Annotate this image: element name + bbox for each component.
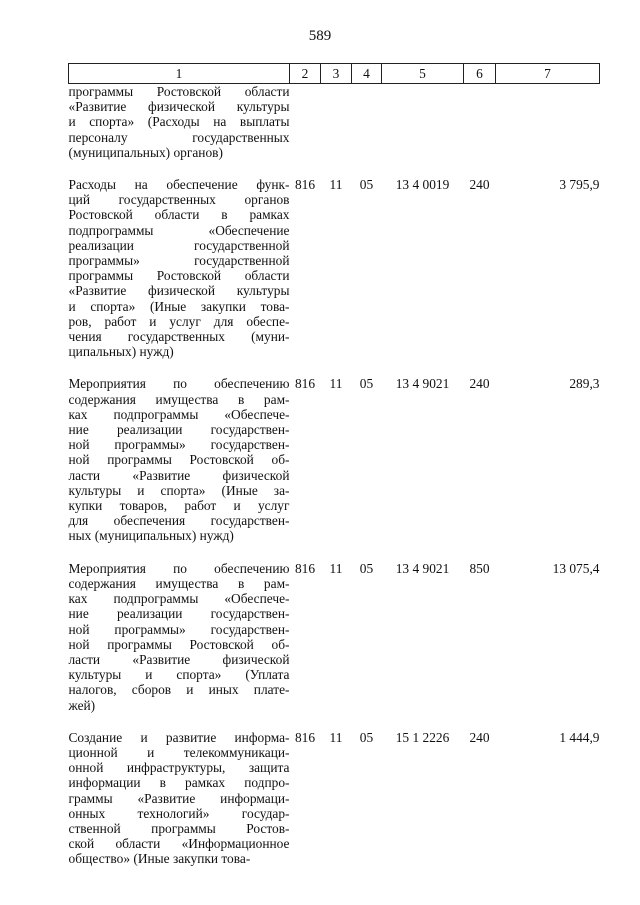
- ministry-code-cell: 816: [294, 376, 316, 392]
- row-spacer: [69, 359, 600, 376]
- description-line: культуры и спорта» (Иные за-: [68, 482, 290, 498]
- subsection-code-cell: 05: [359, 376, 374, 392]
- description-line: граммы «Развитие информаци-: [68, 790, 290, 806]
- row-spacer: [69, 160, 600, 177]
- row-description: [69, 730, 290, 867]
- subsection-code-cell: 05: [359, 560, 374, 576]
- expense-type-cell: 850: [469, 560, 490, 576]
- subsection-code-cell: 05: [359, 729, 374, 745]
- section-code-cell: 11: [329, 376, 343, 392]
- description-line: ках подпрограммы «Обеспече-: [68, 591, 290, 607]
- description-line: ционной и телекоммуникаци-: [68, 744, 290, 760]
- description-line: ций государственных органов: [68, 192, 290, 208]
- description-line: Мероприятия по обеспечению: [68, 376, 290, 392]
- description-line: ной программы Ростовской об-: [68, 452, 290, 468]
- description-line: Расходы на обеспечение функ-: [68, 177, 290, 193]
- description-line: (муниципальных) органов): [68, 144, 223, 160]
- amount-cell: [496, 84, 600, 161]
- column-header: 4: [352, 64, 382, 84]
- description-line: Мероприятия по обеспечению: [68, 560, 290, 576]
- description-line: ках подпрограммы «Обеспече-: [68, 406, 290, 422]
- description-line: онной инфраструктуры, защита: [68, 760, 290, 776]
- description-line: программы Ростовской области: [68, 268, 290, 284]
- table-row: [69, 376, 600, 543]
- row-spacer: [69, 713, 600, 730]
- expense-type-cell: 240: [469, 376, 490, 392]
- amount-cell: 13 075,4: [552, 560, 600, 576]
- column-header: 7: [496, 64, 600, 84]
- description-line: жей): [68, 697, 96, 713]
- target-article-cell: 13 4 9021: [395, 376, 450, 392]
- description-line: ной программы» государствен-: [68, 437, 290, 453]
- description-line: чения государственных (муни-: [68, 329, 290, 345]
- row-spacer-cell: [69, 160, 600, 177]
- row-description: [69, 177, 290, 359]
- section-code-cell: 11: [329, 177, 343, 193]
- description-line: для обеспечения государствен-: [68, 513, 290, 529]
- description-line: содержания имущества в рам-: [68, 391, 290, 407]
- description-line: ной программы» государствен-: [68, 621, 290, 637]
- target-article-cell: 13 4 0019: [395, 177, 450, 193]
- ministry-code-cell: 816: [294, 560, 316, 576]
- row-spacer-cell: [69, 713, 600, 730]
- column-header: 5: [382, 64, 464, 84]
- row-description: [69, 84, 290, 161]
- description-line: ние реализации государствен-: [68, 422, 290, 438]
- description-line: культуры и спорта» (Уплата: [68, 667, 290, 683]
- budget-table: [68, 63, 600, 867]
- description-line: купки товаров, работ и услуг: [68, 498, 290, 514]
- description-line: общество» (Иные закупки това-: [68, 851, 251, 867]
- subsection-code-cell: 05: [359, 177, 374, 193]
- description-line: «Развитие физической культуры: [68, 283, 290, 299]
- description-line: ласти «Развитие физической: [68, 467, 290, 483]
- description-line: программы Ростовской области: [68, 84, 290, 99]
- description-line: ной программы Ростовской об-: [68, 636, 290, 652]
- row-spacer: [69, 544, 600, 561]
- expense-type-cell: 240: [469, 729, 490, 745]
- description-line: налогов, сборов и иных плате-: [68, 682, 290, 698]
- ministry-code-cell: 816: [294, 177, 316, 193]
- description-line: информации в рамках подпро-: [68, 775, 290, 791]
- description-line: ской области «Информационное: [68, 836, 290, 852]
- column-header: 6: [464, 64, 496, 84]
- description-line: реализации государственной: [68, 237, 290, 253]
- column-header: 1: [69, 64, 290, 84]
- table-row: [69, 561, 600, 713]
- target-article-cell: 13 4 9021: [395, 560, 450, 576]
- description-line: ласти «Развитие физической: [68, 651, 290, 667]
- description-line: ственной программы Ростов-: [68, 820, 290, 836]
- amount-cell: 3 795,9: [559, 177, 600, 193]
- description-line: ципальных) нужд): [68, 344, 174, 360]
- row-description: [69, 561, 290, 713]
- description-line: Создание и развитие информа-: [68, 729, 290, 745]
- target-article-cell: [382, 84, 464, 161]
- amount-cell: 289,3: [569, 376, 600, 392]
- expense-type-cell: 240: [469, 177, 490, 193]
- section-code-cell: 11: [329, 560, 343, 576]
- column-header-row: [69, 64, 600, 84]
- row-spacer-cell: [69, 359, 600, 376]
- expense-type-cell: [464, 84, 496, 161]
- table-row: [69, 84, 600, 161]
- description-line: программы» государственной: [68, 253, 290, 269]
- description-line: и спорта» (Иные закупки това-: [68, 298, 290, 314]
- description-line: ных (муниципальных) нужд): [68, 528, 234, 544]
- table-row: [69, 177, 600, 359]
- description-line: Ростовской области в рамках: [68, 207, 290, 223]
- row-description: [69, 376, 290, 543]
- column-header: 3: [321, 64, 352, 84]
- ministry-code-cell: [290, 84, 321, 161]
- ministry-code-cell: 816: [294, 729, 316, 745]
- column-header: 2: [290, 64, 321, 84]
- target-article-cell: 15 1 2226: [395, 729, 450, 745]
- description-line: и спорта» (Расходы на выплаты: [68, 114, 290, 130]
- description-line: подпрограммы «Обеспечение: [68, 222, 290, 238]
- table-row: [69, 730, 600, 867]
- description-line: онных технологий» государ-: [68, 805, 290, 821]
- page-number: 589: [308, 28, 332, 44]
- row-spacer-cell: [69, 544, 600, 561]
- description-line: персоналу государственных: [68, 129, 290, 145]
- subsection-code-cell: [352, 84, 382, 161]
- section-code-cell: [321, 84, 352, 161]
- section-code-cell: 11: [329, 729, 343, 745]
- description-line: ров, работ и услуг для обеспе-: [68, 313, 290, 329]
- description-line: ние реализации государствен-: [68, 606, 290, 622]
- description-line: «Развитие физической культуры: [68, 99, 290, 115]
- description-line: содержания имущества в рам-: [68, 575, 290, 591]
- amount-cell: 1 444,9: [559, 729, 600, 745]
